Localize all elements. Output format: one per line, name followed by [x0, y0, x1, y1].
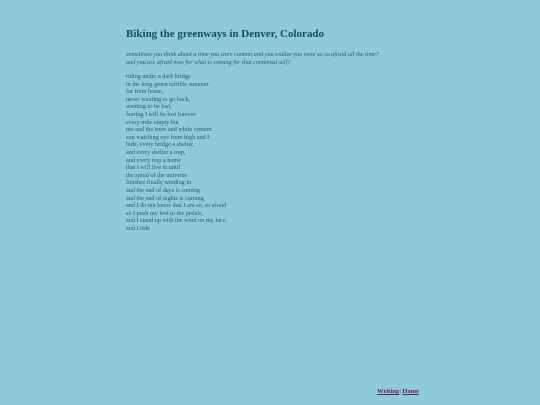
poem-line: every mile empty but: [126, 118, 179, 126]
footer-separator: |: [400, 388, 402, 395]
poem-line: and I do not know that I am so, so afraid: [126, 202, 227, 210]
poem-line: the spiral of the universe: [126, 171, 188, 179]
poem-line: and I ride: [126, 224, 150, 232]
writing-link[interactable]: Writing: [377, 388, 400, 395]
poem-line: me and the trees and white cement.: [126, 126, 214, 134]
poem-line: and every trap a home: [126, 156, 181, 164]
poem-line: fearing I will be lost forever.: [126, 110, 197, 118]
poem-line: never wanting to go back,: [126, 95, 191, 103]
poem-line: in the long green terrible summer: [126, 80, 209, 88]
footer-nav: [377, 388, 419, 395]
poem-line: far from home,: [126, 88, 164, 96]
poem-line: and the end of days is coming: [126, 186, 200, 194]
poem-line: sun watching eye from high and I: [126, 133, 210, 141]
poem-line: so I push my feet to the pedals,: [126, 209, 203, 217]
intro-line-1: sometimes you think about a time you were content and you realize you were so so afraid all the time?: [126, 51, 379, 58]
poem-body: [126, 73, 426, 232]
home-link[interactable]: Home: [402, 388, 419, 395]
poem-line: and I stand up with the wind on my face,: [126, 217, 228, 225]
poem-line: hide, every bridge a shelter,: [126, 141, 195, 149]
poem-line: and the end of nights is coming: [126, 194, 204, 202]
page-title: Biking the greenways in Denver, Colorado: [126, 28, 325, 40]
main-content: [126, 27, 426, 232]
poem-line: and every shelter a trap,: [126, 148, 186, 156]
poem-line: riding under a dark bridge: [126, 73, 191, 80]
poem-line: finishes finally winding in.: [126, 179, 193, 187]
poem-line: that I will live in until: [126, 164, 181, 172]
intro-line-2: and you are afraid now for what is coming for that contented self?: [126, 59, 291, 66]
poem-line: wanting to be lost,: [126, 103, 172, 111]
intro-text: [126, 51, 416, 67]
